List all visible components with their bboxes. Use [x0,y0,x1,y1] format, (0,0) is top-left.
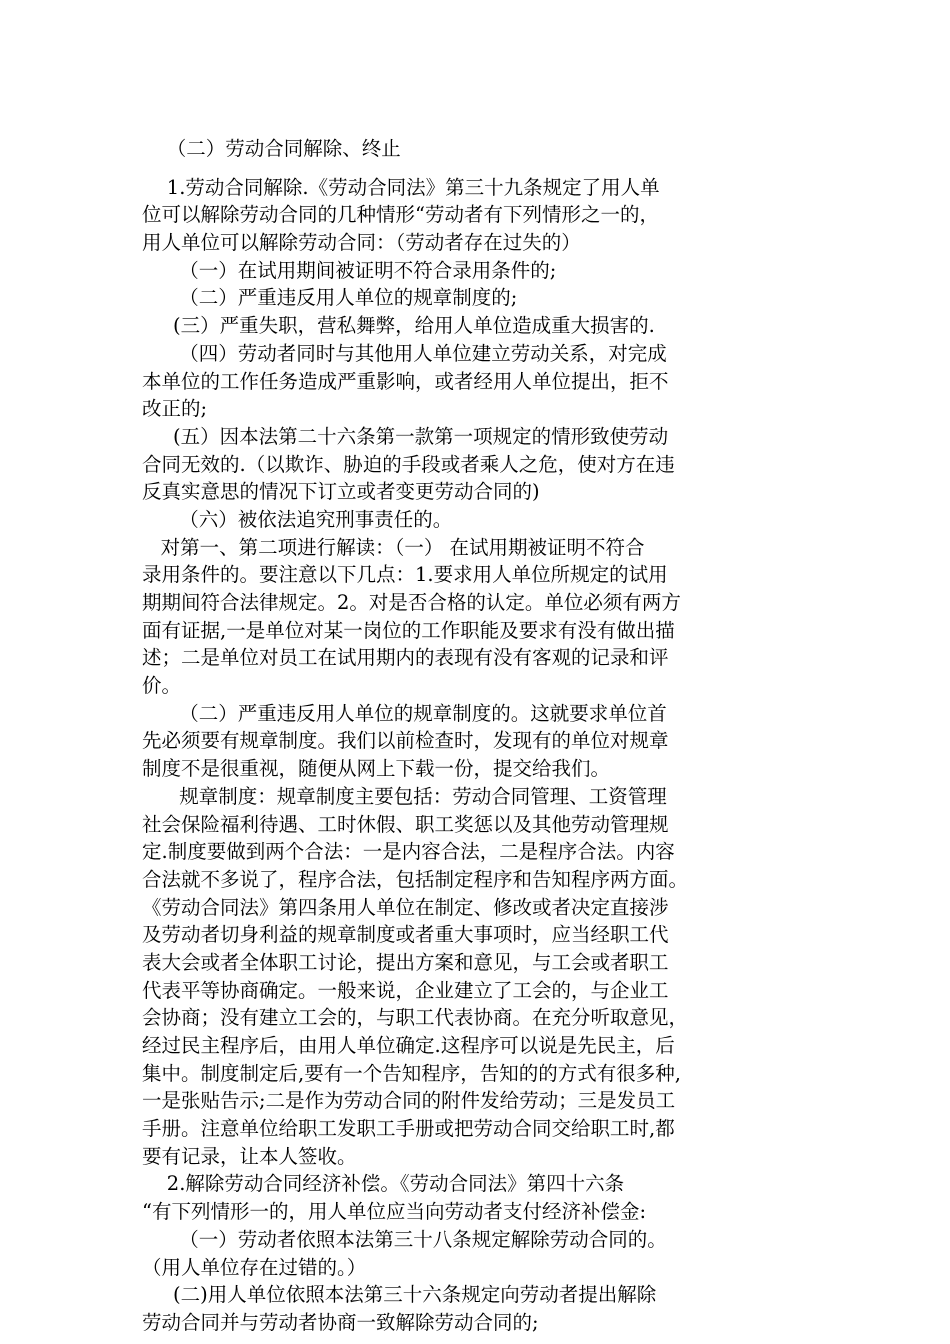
section-heading: （二）劳动合同解除、终止 [142,137,401,160]
paragraph-line: 合法就不多说了，程序合法，包括制定程序和告知程序两方面。 [142,867,689,891]
paragraph-line: 手册。注意单位给职工发职工手册或把劳动合同交给职工时,都 [142,1117,675,1141]
paragraph-line: 要有记录，让本人签收。 [142,1144,357,1168]
list-item-line: （四）劳动者同时与其他用人单位建立劳动关系，对完成 [142,341,667,365]
paragraph-line: 本单位的工作任务造成严重影响，或者经用人单位提出，拒不 [142,369,669,393]
paragraph-line: 用人单位可以解除劳动合同：（劳动者存在过失的） [142,231,581,255]
paragraph-line: 经过民主程序后，由用人单位确定.这程序可以说是先民主，后 [142,1034,675,1057]
list-item-line: (三）严重失职，营私舞弊，给用人单位造成重大损害的. [142,314,655,338]
paragraph-line: 2.解除劳动合同经济补偿。《劳动合同法》第四十六条 [142,1172,625,1196]
list-item-line: （一）在试用期间被证明不符合录用条件的; [142,258,557,282]
paragraph-line: 代表平等协商确定。一般来说，企业建立了工会的，与企业工 [142,978,669,1002]
paragraph-line: 录用条件的。要注意以下几点：1.要求用人单位所规定的试用 [142,563,668,587]
list-item-line: （二）严重违反用人单位的规章制度的。这就要求单位首 [142,701,667,725]
paragraph-line: “有下列情形一的，用人单位应当向劳动者支付经济补偿金: [142,1200,647,1224]
paragraph-line: 及劳动者切身利益的规章制度或者重大事项时，应当经职工代 [142,923,669,947]
list-item-line: （二）严重违反用人单位的规章制度的; [142,286,518,310]
paragraph-line: 一是张贴告示;二是作为劳动合同的附件发给劳动；三是发员工 [142,1089,676,1113]
paragraph-line: 制度不是很重视，随便从网上下载一份，提交给我们。 [142,757,611,781]
list-item-line: （一）劳动者依照本法第三十八条规定解除劳动合同的。 [142,1227,667,1251]
paragraph-line: 述；二是单位对员工在试用期内的表现有没有客观的记录和评 [142,646,669,670]
document-body [142,135,808,1337]
paragraph-line: 价。 [142,674,182,698]
paragraph-line: 会协商；没有建立工会的，与职工代表协商。在充分听取意见， [142,1006,689,1030]
paragraph-line: 规章制度：规章制度主要包括：劳动合同管理、工资管理 [142,784,667,808]
paragraph-line: 面有证据,一是单位对某一岗位的工作职能及要求有没有做出描 [142,618,675,642]
paragraph-line: 社会保险福利待遇、工时休假、职工奖惩以及其他劳动管理规 [142,812,669,836]
paragraph-line: 合同无效的.（以欺诈、胁迫的手段或者乘人之危，使对方在违 [142,452,675,476]
paragraph-line: 对第一、第二项进行解读：（一） 在试用期被证明不符合 [142,535,645,559]
list-item-line: （六）被依法追究刑事责任的。 [142,507,453,531]
paragraph-line: 先必须要有规章制度。我们以前检查时，发现有的单位对规章 [142,729,669,753]
paragraph-line: 《劳动合同法》第四条用人单位在制定、修改或者决定直接涉 [142,895,669,919]
list-item-line: (二)用人单位依照本法第三十六条规定向劳动者提出解除 [142,1283,657,1307]
paragraph-line: 定.制度要做到两个合法：一是内容合法，二是程序合法。内容 [142,840,675,864]
paragraph-line: （用人单位存在过错的。） [142,1255,367,1279]
list-item-line: (五）因本法第二十六条第一款第一项规定的情形致使劳动 [142,424,669,448]
paragraph-line: 表大会或者全体职工讨论，提出方案和意见，与工会或者职工 [142,950,669,974]
paragraph-line: 改正的; [142,397,208,421]
paragraph-line: 1.劳动合同解除.《劳动合同法》第三十九条规定了用人单 [142,175,660,199]
paragraph-line: 反真实意思的情况下订立或者变更劳动合同的) [142,480,540,504]
paragraph-line: 劳动合同并与劳动者协商一致解除劳动合同的; [142,1310,539,1334]
paragraph-line: 期期间符合法律规定。2。对是否合格的认定。单位必须有两方 [142,591,681,614]
paragraph-line: 集中。制度制定后,要有一个告知程序，告知的的方式有很多种, [142,1061,681,1085]
paragraph-line: 位可以解除劳动合同的几种情形“劳动者有下列情形之一的， [142,203,659,227]
